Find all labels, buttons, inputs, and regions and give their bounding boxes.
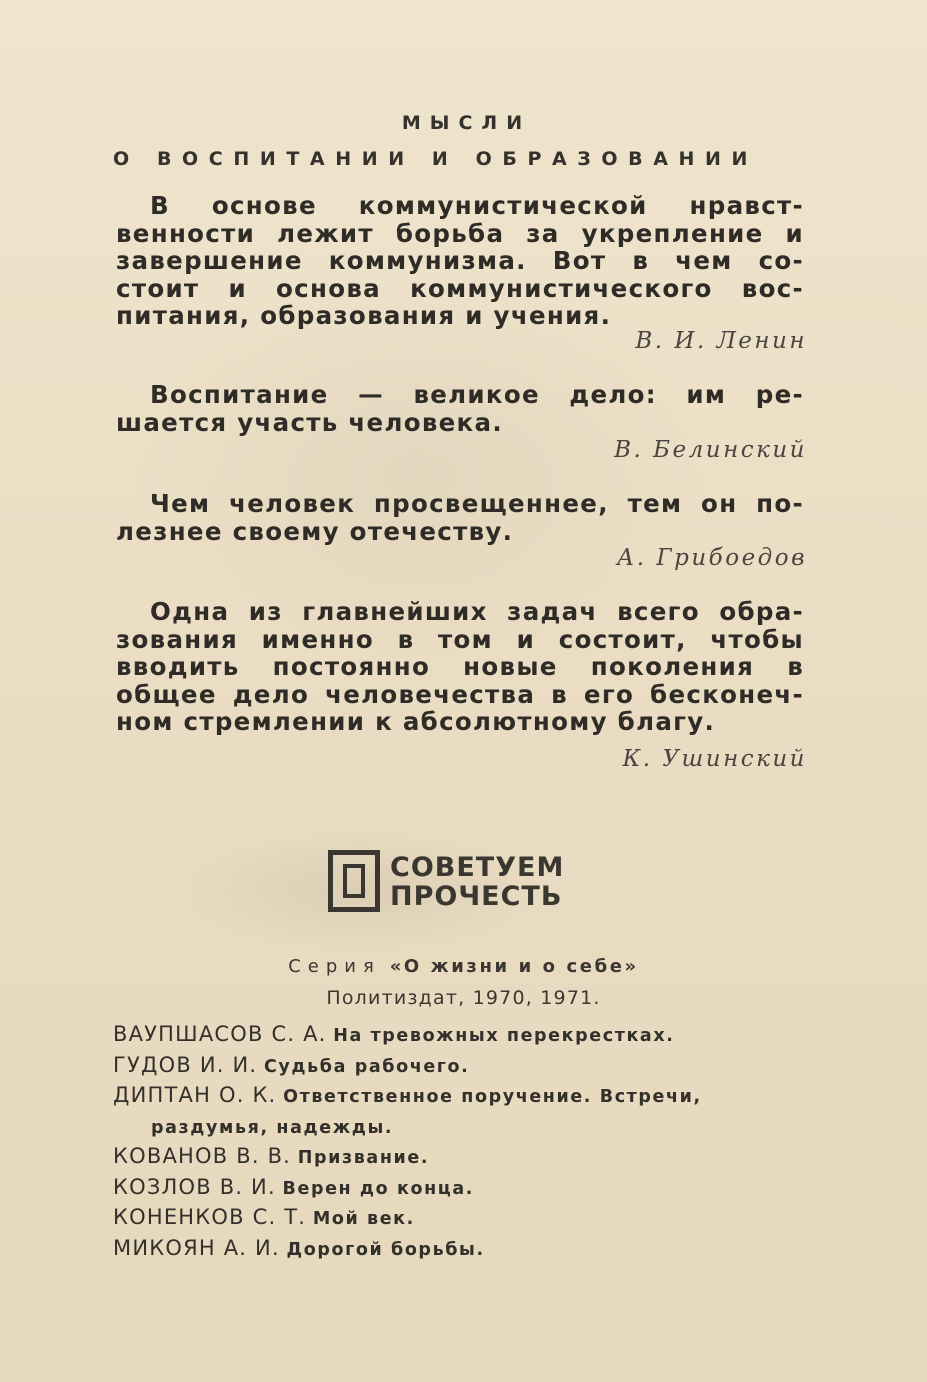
heading-subtitle: О ВОСПИТАНИИ И ОБРАЗОВАНИИ <box>113 148 759 170</box>
book-title: Призвание. <box>297 1148 430 1168</box>
book-title: раздумья, надежды. <box>151 1117 394 1138</box>
book-title: Мой век. <box>312 1209 415 1229</box>
book-author: МИКОЯН А. И. <box>113 1235 280 1260</box>
quote-line: питания, образования и учения. <box>116 301 612 330</box>
book-title: Верен до конца. <box>282 1178 475 1199</box>
quote-line: Воспитание — великое дело: им ре- <box>150 380 804 409</box>
list-item <box>113 1051 813 1082</box>
quote-author-ushinsky: К. Ушинский <box>622 746 807 772</box>
quote-ushinsky <box>116 598 804 736</box>
quote-author-griboedov: А. Грибоедов <box>616 545 807 571</box>
quote-line: В основе коммунистической нравст- <box>150 191 804 220</box>
book-list <box>113 1020 813 1264</box>
quote-griboedov <box>116 490 804 545</box>
quote-author-lenin: В. И. Ленин <box>635 328 807 354</box>
quote-line: стоит и основа коммунистического вос- <box>116 273 804 303</box>
quote-line: лезнее своему отечеству. <box>116 516 514 546</box>
book-frame-icon <box>328 850 380 912</box>
heading-thoughts: МЫСЛИ <box>401 112 532 134</box>
recommend-logo <box>328 848 628 918</box>
book-author: ДИПТАН О. К. <box>113 1083 277 1107</box>
logo-line-2: ПРОЧЕСТЬ <box>390 881 563 912</box>
quote-belinsky <box>116 381 804 436</box>
book-author: КОЗЛОВ В. И. <box>113 1174 276 1199</box>
book-title: На тревожных перекрестках. <box>333 1026 675 1046</box>
quote-line: Одна из главнейших задач всего обра- <box>150 597 804 626</box>
list-item <box>113 1234 813 1265</box>
quote-line: зования именно в том и состоит, чтобы <box>116 624 804 654</box>
book-title: Судьба рабочего. <box>263 1056 470 1077</box>
series-publisher: Политиздат, 1970, 1971. <box>326 987 601 1009</box>
book-author: ВАУПШАСОВ С. А. <box>113 1022 327 1046</box>
series-label: Серия <box>288 956 381 977</box>
quote-line: завершение коммунизма. Вот в чем со- <box>116 246 804 275</box>
quote-author-belinsky: В. Белинский <box>614 437 807 463</box>
book-title: Ответственное поручение. Встречи, <box>283 1087 702 1107</box>
series-name: «О жизни и о себе» <box>389 956 639 977</box>
list-item <box>113 1142 813 1173</box>
quote-line: общее дело человечества в его бесконеч- <box>116 679 804 709</box>
list-item <box>113 1112 813 1143</box>
book-author: ГУДОВ И. И. <box>113 1052 258 1077</box>
book-author: КОНЕНКОВ С. Т. <box>113 1205 307 1229</box>
quote-line: Чем человек просвещеннее, тем он по- <box>150 489 804 518</box>
series-title <box>0 956 927 977</box>
quote-line: венности лежит борьба за укрепление и <box>116 218 804 248</box>
book-author: КОВАНОВ В. В. <box>113 1144 292 1168</box>
quote-line: вводить постоянно новые поколения в <box>116 652 804 681</box>
list-item <box>113 1173 813 1204</box>
quote-line: шается участь человека. <box>116 407 503 437</box>
quote-line: ном стремлении к абсолютному благу. <box>116 707 716 736</box>
quote-lenin <box>116 192 804 330</box>
list-item <box>113 1020 813 1051</box>
logo-line-1: СОВЕТУЕМ <box>390 852 565 883</box>
book-title: Дорогой борьбы. <box>286 1239 485 1260</box>
list-item <box>113 1081 813 1112</box>
list-item <box>113 1203 813 1234</box>
